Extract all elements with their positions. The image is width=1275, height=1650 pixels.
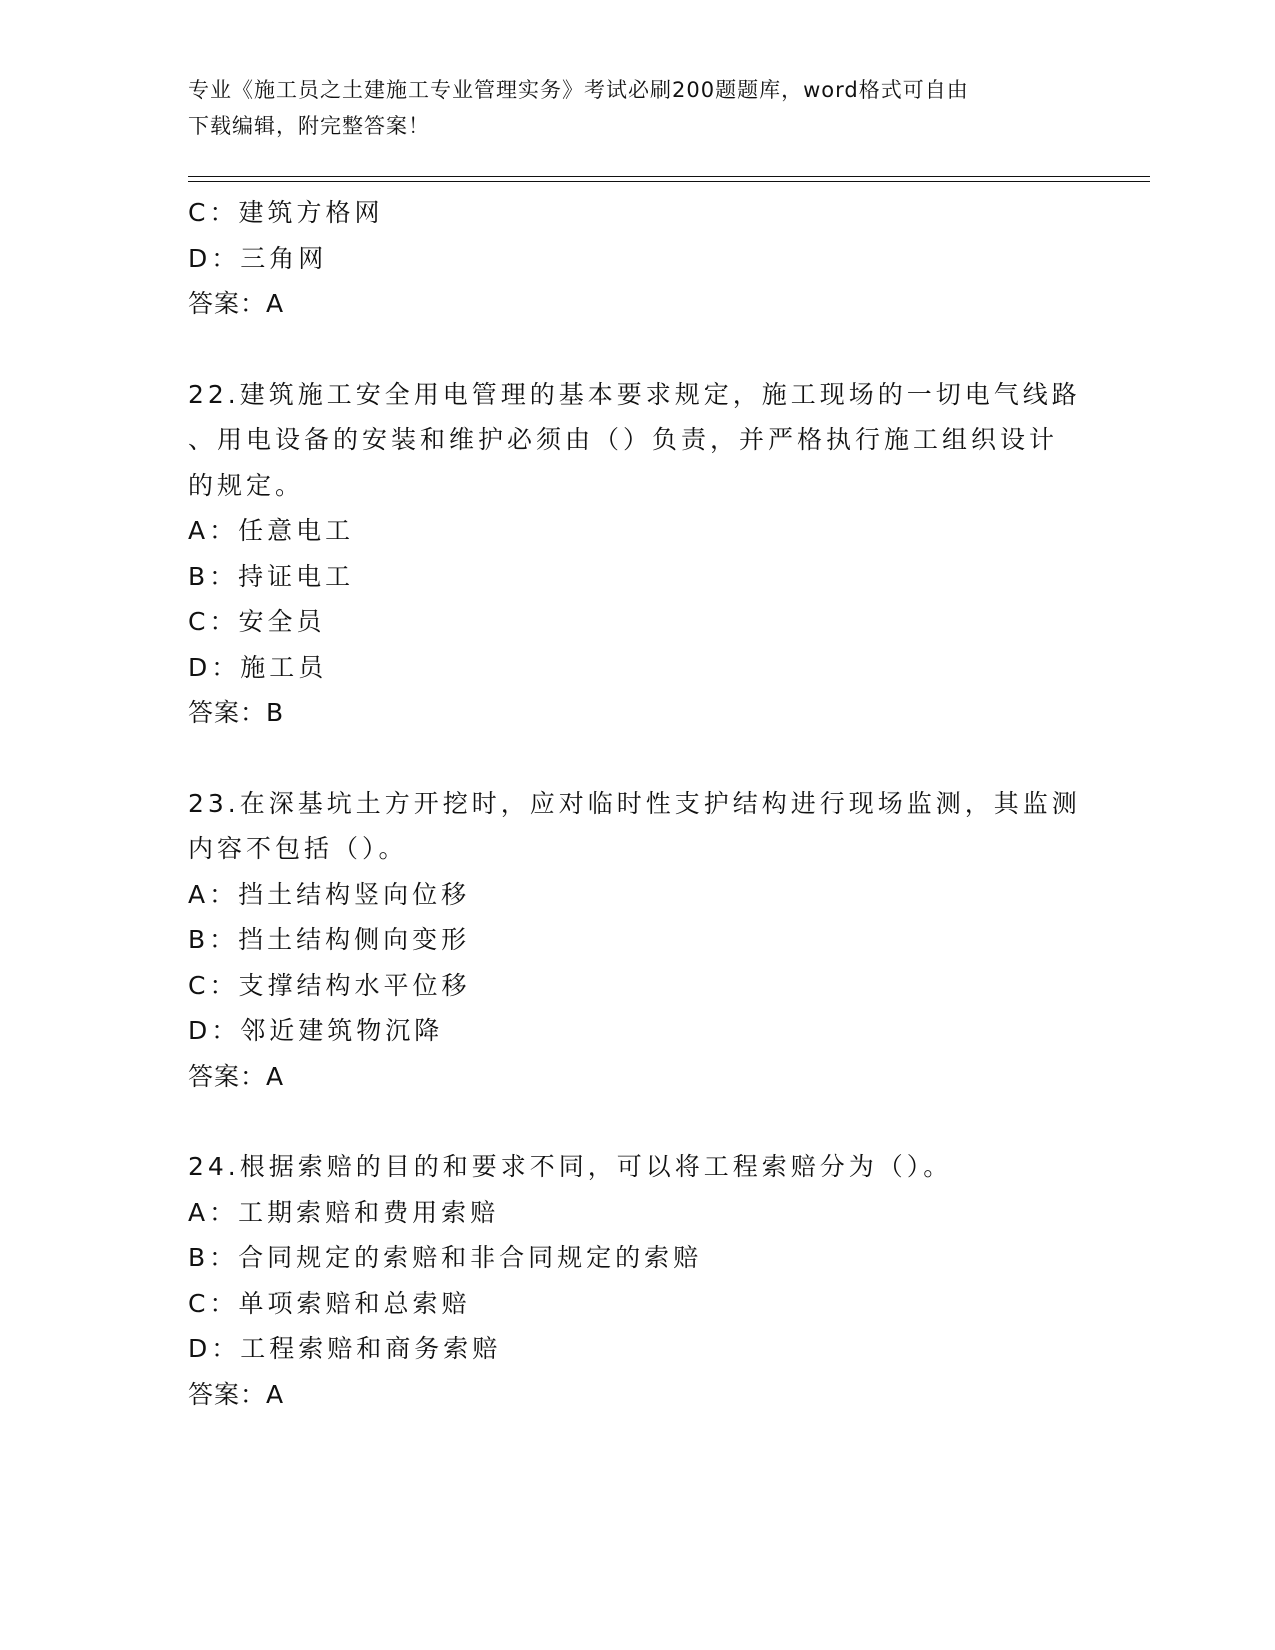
q22-stem-line-2: 、用电设备的安装和维护必须由（）负责，并严格执行施工组织设计 [188, 425, 1059, 454]
q22-option-b: B：持证电工 [188, 561, 355, 591]
q22-stem-line-3: 的规定。 [188, 470, 305, 500]
document-header [188, 72, 1088, 144]
q22-option-a: A：任意电工 [188, 516, 355, 545]
header-line-2: 下载编辑，附完整答案！ [188, 114, 430, 138]
q24-option-c: C：单项索赔和总索赔 [188, 1288, 471, 1318]
q23-stem-line-1: 23.在深基坑土方开挖时，应对临时性支护结构进行现场监测，其监测 [188, 788, 1081, 818]
q21-option-d: D：三角网 [188, 243, 328, 273]
header-line-1: 专业《施工员之土建施工专业管理实务》考试必刷200题题库，word格式可自由 [188, 78, 969, 102]
q23-answer: 答案：A [188, 1061, 285, 1091]
q23-option-a: A：挡土结构竖向位移 [188, 879, 471, 909]
q23-option-c: C：支撑结构水平位移 [188, 970, 471, 1000]
q22-option-c: C：安全员 [188, 607, 326, 636]
q24-option-b: B：合同规定的索赔和非合同规定的索赔 [188, 1243, 703, 1272]
q21-answer: 答案：A [188, 289, 285, 318]
q22-stem-line-1: 22.建筑施工安全用电管理的基本要求规定，施工现场的一切电气线路 [188, 379, 1081, 409]
question-list [188, 190, 1088, 1417]
q22-answer: 答案：B [188, 698, 285, 727]
header-divider-bottom [188, 181, 1150, 182]
q21-option-c: C：建筑方格网 [188, 198, 384, 227]
question-24 [188, 1144, 1088, 1417]
question-22 [188, 372, 1088, 736]
q23-stem-line-2: 内容不包括（）。 [188, 834, 408, 863]
q24-option-d: D：工程索赔和商务索赔 [188, 1334, 502, 1363]
q24-option-a: A：工期索赔和费用索赔 [188, 1197, 500, 1227]
q24-stem-line-1: 24.根据索赔的目的和要求不同，可以将工程索赔分为（）。 [188, 1152, 953, 1181]
q23-option-d: D：邻近建筑物沉降 [188, 1016, 444, 1045]
q23-option-b: B：挡土结构侧向变形 [188, 925, 471, 954]
q22-option-d: D：施工员 [188, 652, 328, 682]
q24-answer: 答案：A [188, 1379, 285, 1409]
header-divider-top [188, 176, 1150, 177]
question-23 [188, 781, 1088, 1100]
